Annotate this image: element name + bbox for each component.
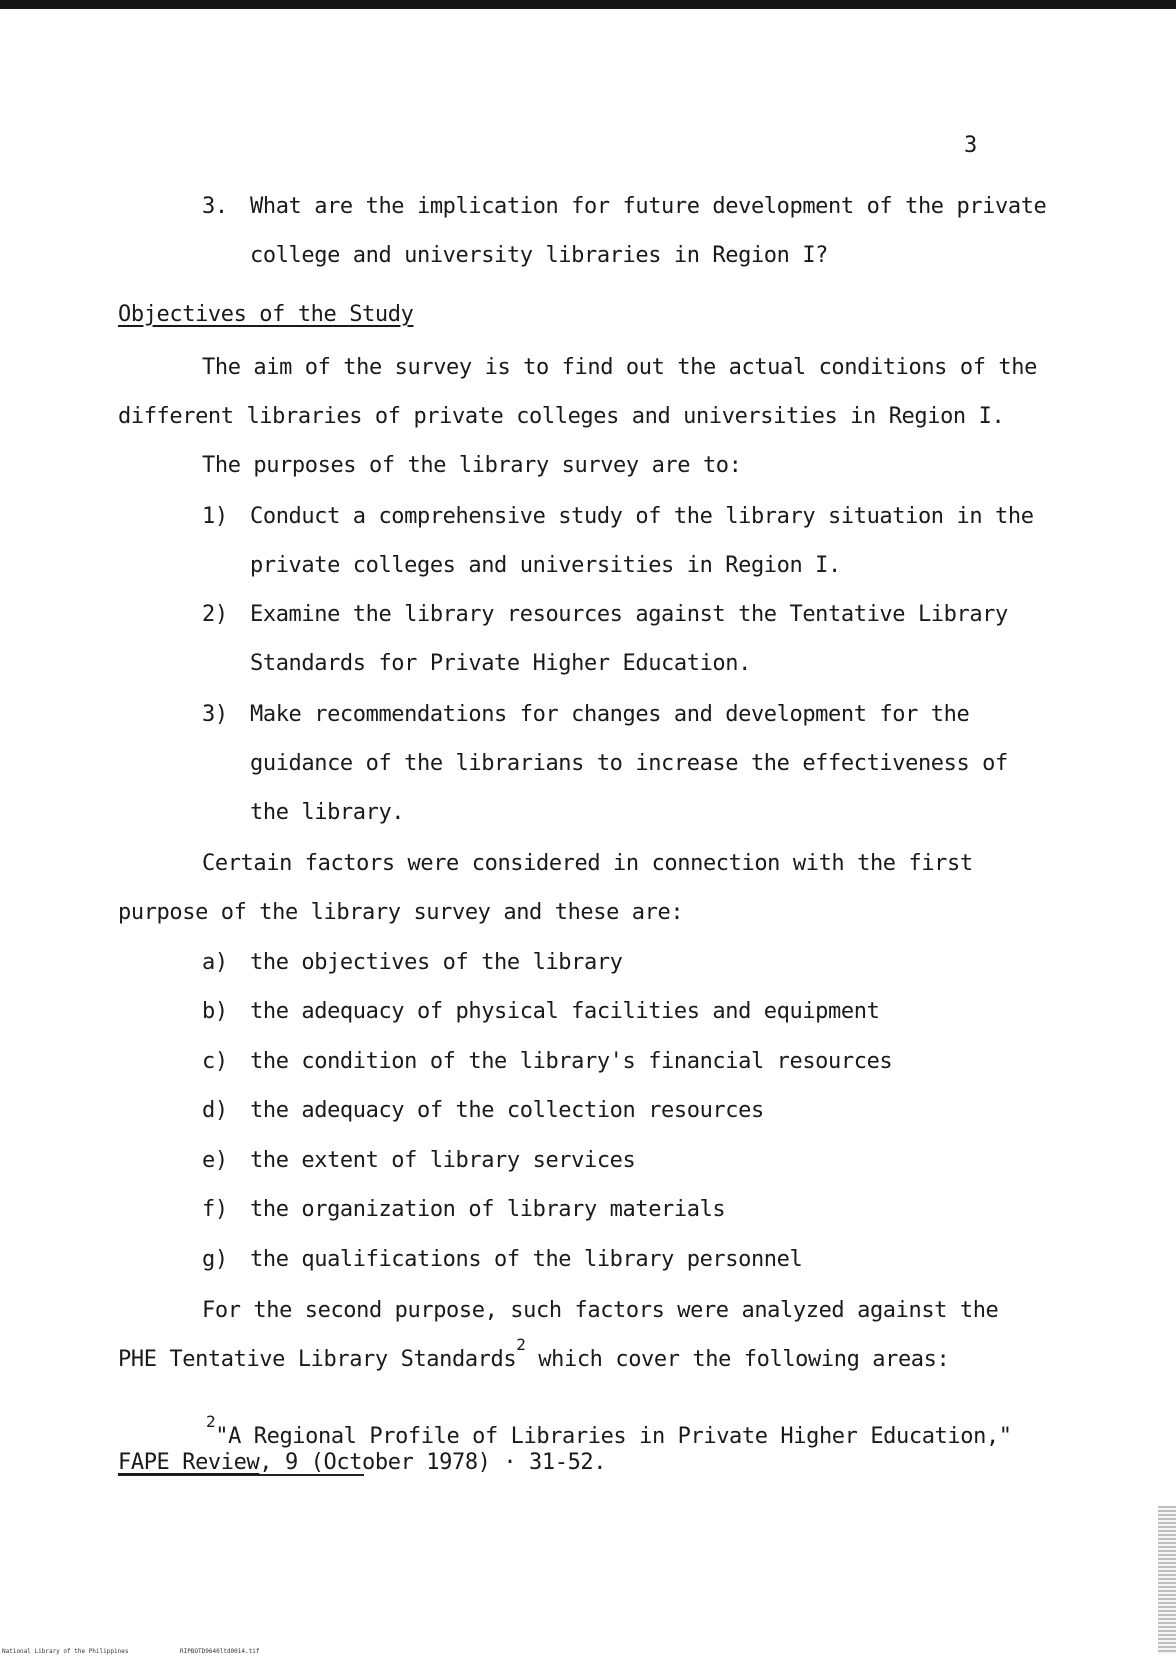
purpose-2-line-1: Examine the library resources against the Tentative Library [250, 602, 1008, 627]
scan-edge-strip [1158, 1506, 1176, 1654]
factors-intro-line-1: Certain factors were considered in connection with the first [202, 851, 973, 876]
factor-f: the organization of library materials [250, 1197, 726, 1222]
factor-a: the objectives of the library [250, 950, 623, 975]
factor-g: the qualifications of the library personnel [250, 1247, 803, 1272]
second-purpose-line-2 [118, 1335, 950, 1373]
purpose-2-line-2: Standards for Private Higher Education. [250, 651, 751, 676]
purpose-1-line-1: Conduct a comprehensive study of the library situation in the [250, 504, 1034, 529]
scan-footer-library: National Library of the Philippines [2, 1648, 129, 1655]
factor-label-d: d) [202, 1098, 228, 1123]
footnote-journal: FAPE Review [118, 1450, 260, 1475]
question-number: 3. [202, 194, 228, 219]
footnote-line-2 [118, 1450, 606, 1476]
page-number: 3 [964, 133, 977, 158]
second-purpose-text-before: PHE Tentative Library Standards [118, 1347, 517, 1372]
factors-intro-line-2: purpose of the library survey and these are: [118, 900, 684, 925]
scan-top-border [0, 0, 1176, 9]
second-purpose-line-1: For the second purpose, such factors were analyzed against the [202, 1298, 999, 1323]
aim-line-2: different libraries of private colleges and universities in Region I. [118, 404, 1005, 429]
purpose-3-line-2: guidance of the librarians to increase the effectiveness of [250, 751, 1008, 776]
purposes-intro: The purposes of the library survey are to: [202, 453, 742, 478]
footnote-marker: 2 [206, 1412, 216, 1431]
footnote-title: "A Regional Profile of Libraries in Private Higher Education," [215, 1424, 1012, 1449]
purpose-1-line-2: private colleges and universities in Region I. [250, 553, 841, 578]
factor-label-g: g) [202, 1247, 228, 1272]
factor-b: the adequacy of physical facilities and equipment [250, 999, 880, 1024]
purpose-3-line-3: the library. [250, 800, 405, 825]
purpose-3-line-1: Make recommendations for changes and development for the [250, 702, 970, 727]
purpose-label-2: 2) [202, 602, 228, 627]
factor-e: the extent of library services [250, 1148, 636, 1173]
section-heading: Objectives of the Study [118, 302, 414, 327]
factor-label-b: b) [202, 999, 228, 1024]
second-purpose-text-after: which cover the following areas: [525, 1347, 950, 1372]
factor-label-f: f) [202, 1197, 228, 1222]
factor-label-a: a) [202, 950, 228, 975]
factor-c: the condition of the library's financial resources [250, 1049, 893, 1074]
question-line-2: college and university libraries in Region I? [250, 243, 829, 268]
footnote-citation: , 9 (October 1978) · 31-52. [259, 1450, 607, 1475]
factor-label-e: e) [202, 1148, 228, 1173]
footnote-line-1 [206, 1412, 1012, 1450]
factor-d: the adequacy of the collection resources [250, 1098, 764, 1123]
aim-line-1: The aim of the survey is to find out the actual conditions of the [202, 355, 1037, 380]
footnote-reference: 2 [516, 1335, 526, 1354]
scan-footer-filename: RIPBOTD9640ltd0014.tif [180, 1648, 260, 1655]
purpose-label-3: 3) [202, 702, 228, 727]
factor-label-c: c) [202, 1049, 228, 1074]
question-line-1: What are the implication for future development of the private [250, 194, 1047, 219]
purpose-label-1: 1) [202, 504, 228, 529]
